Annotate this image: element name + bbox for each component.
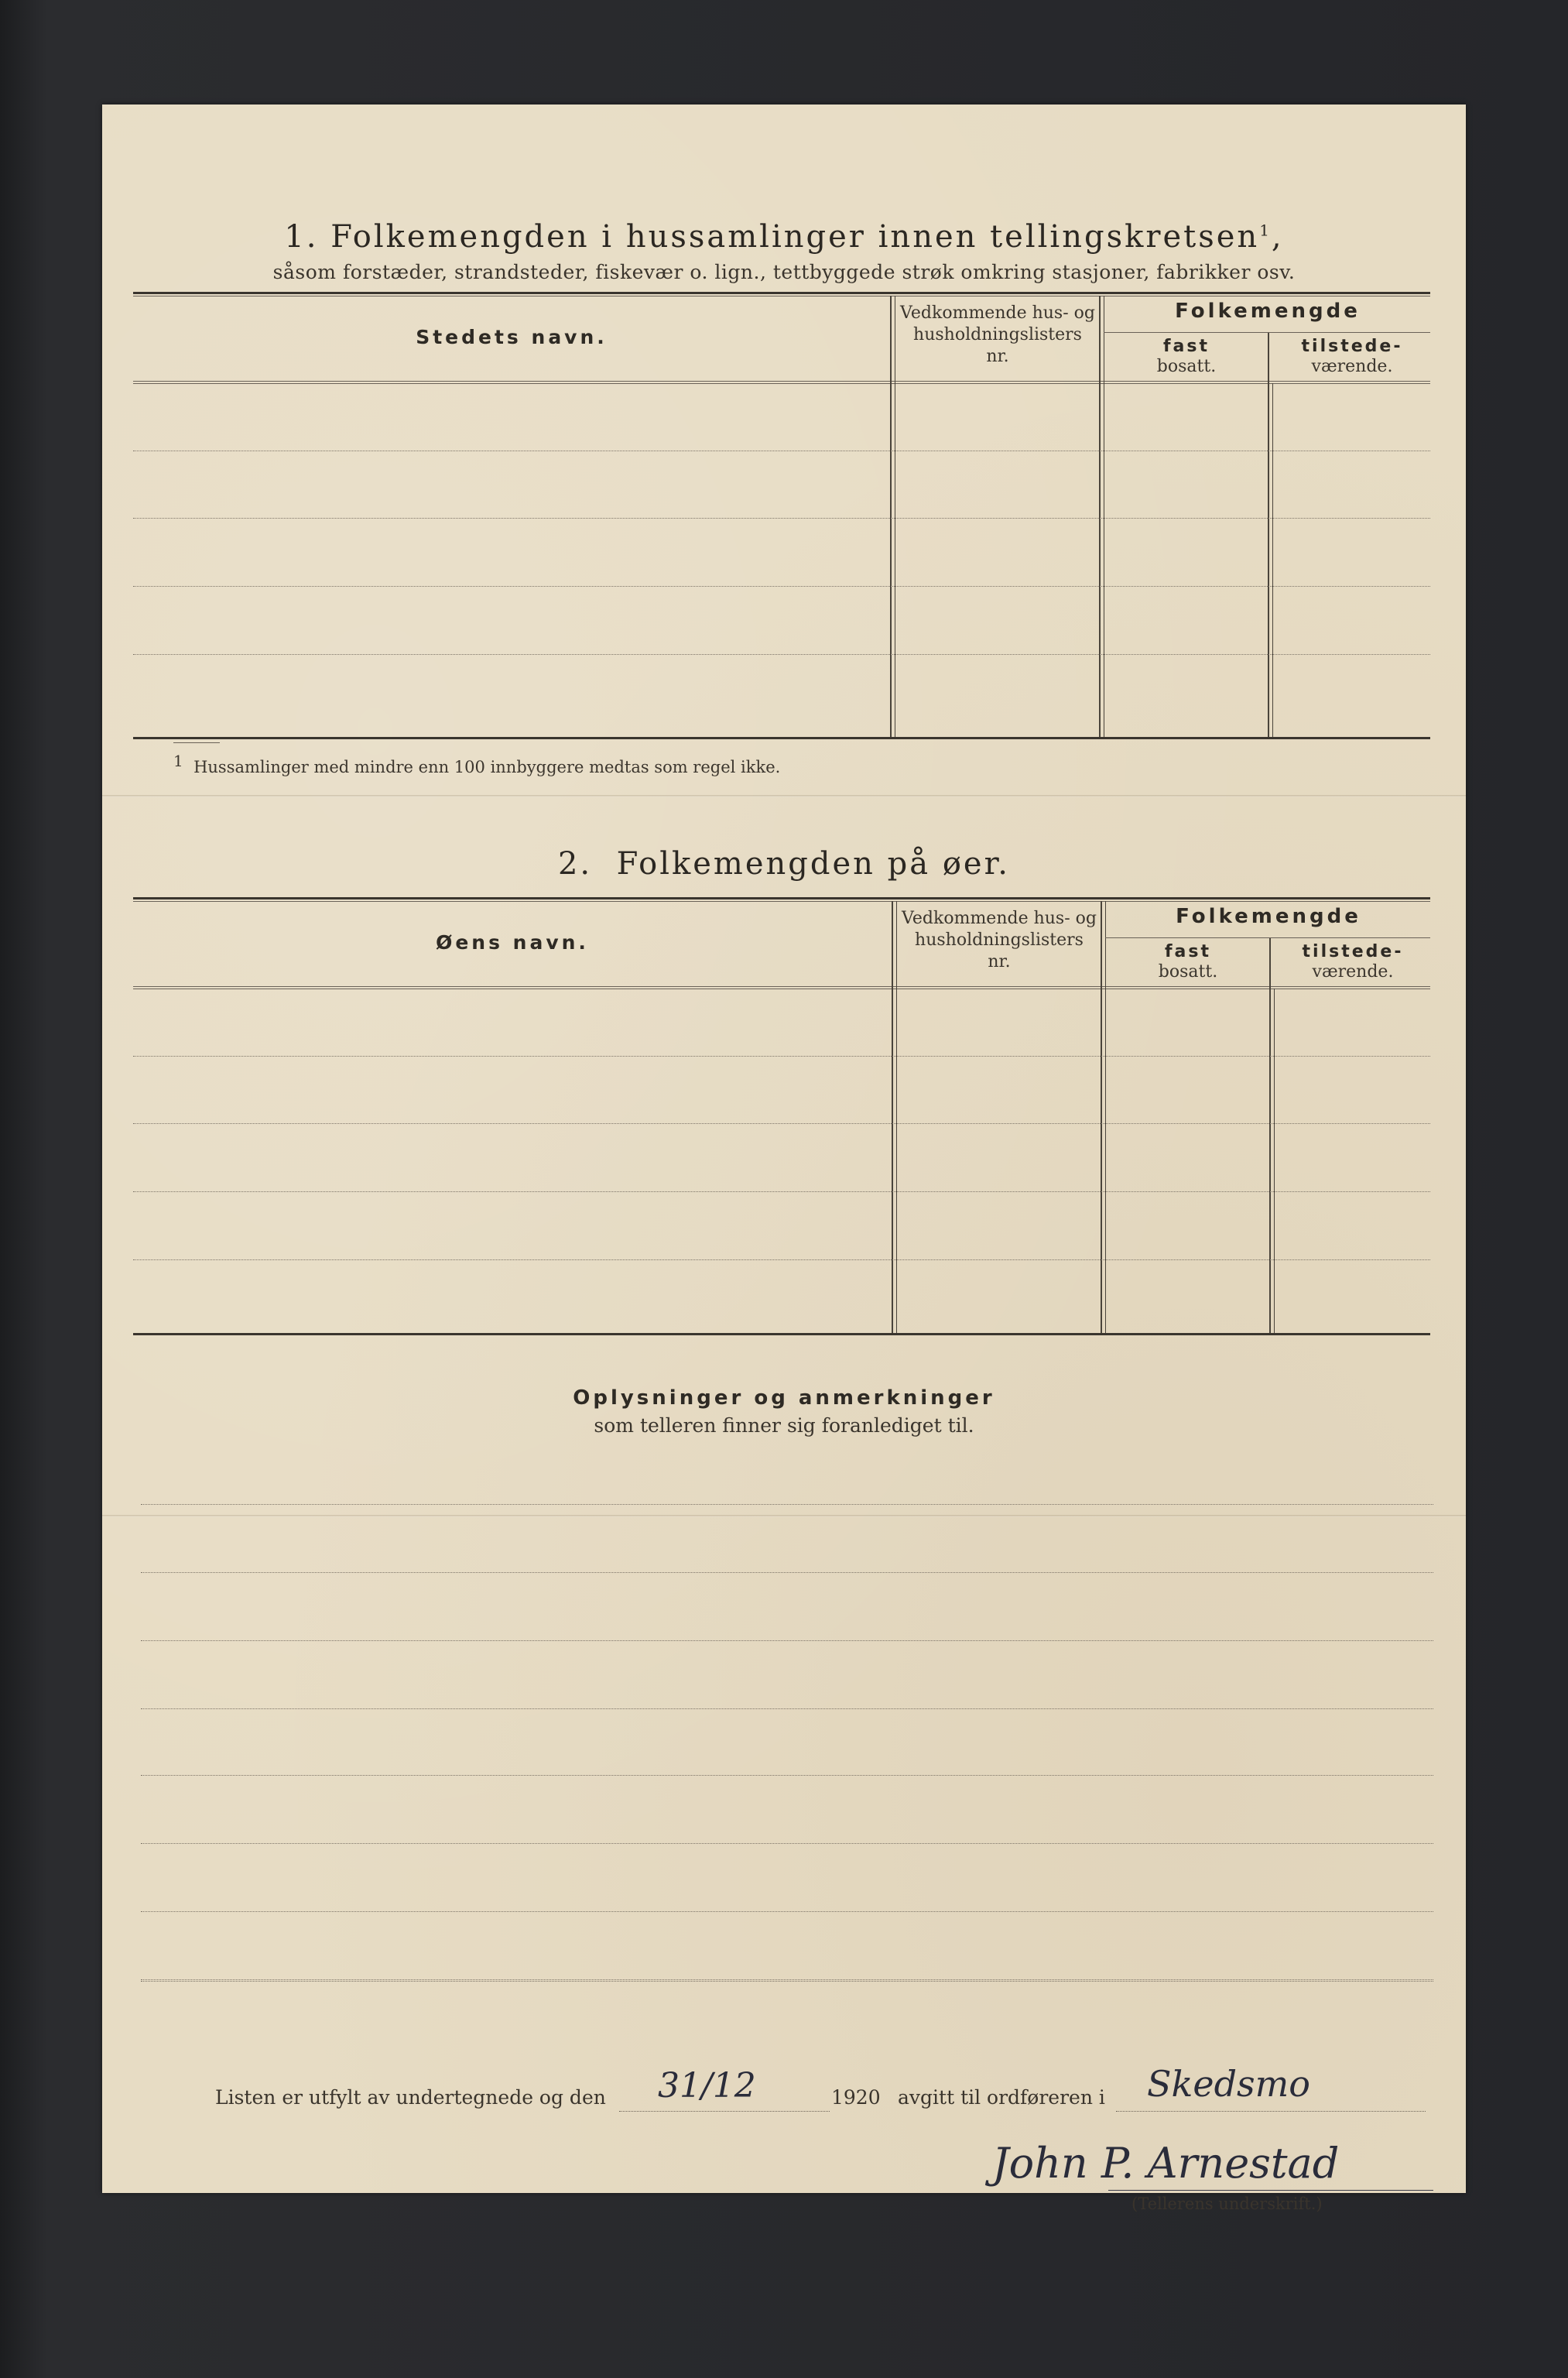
col-header-present: tilstede- værende. xyxy=(1302,942,1404,982)
notes-line xyxy=(141,1775,1433,1776)
col-header-list-number: Vedkommende hus- og husholdningslisters nr. xyxy=(902,909,1097,971)
col-header-population: Folkemengde xyxy=(1176,905,1361,928)
notes-line xyxy=(141,1708,1433,1709)
col-header-present: tilstede- værende. xyxy=(1301,337,1403,376)
col-header-population: Folkemengde xyxy=(1175,300,1361,323)
table-row xyxy=(133,518,1430,519)
notes-line xyxy=(141,1572,1433,1573)
notes-line xyxy=(141,1911,1433,1912)
notes-line xyxy=(141,1640,1433,1641)
table-row xyxy=(133,1123,1430,1124)
notes-title: Oplysninger og anmerkninger xyxy=(573,1386,995,1410)
paper-fold xyxy=(102,1515,1466,1517)
table-row xyxy=(133,1056,1430,1057)
table-row xyxy=(133,1259,1430,1260)
col-header-resident: fast bosatt. xyxy=(1158,942,1218,982)
signature-caption: (Tellerens underskrift.) xyxy=(1131,2195,1323,2213)
footnote-mark: 1 xyxy=(1259,221,1272,240)
handwritten-municipality: Skedsmo xyxy=(1147,2063,1310,2105)
title-punctuation: , xyxy=(1271,219,1284,255)
signature-statement-prefix: Listen er utfylt av undertegnede og den xyxy=(215,2086,606,2109)
table-row xyxy=(133,586,1430,587)
section-2-title: 2. Folkemengden på øer. xyxy=(557,846,1011,882)
footnote: $^1$ Hussamlinger med mindre enn 100 innbyggere medtas som regel ikke. xyxy=(173,752,780,776)
handwritten-signature: John P. Arnestad xyxy=(992,2139,1340,2188)
handwritten-date: 31/12 xyxy=(658,2066,756,2106)
col-header-list-number: Vedkommende hus- og husholdningslisters nr. xyxy=(900,303,1095,366)
col-header-place-name: Stedets navn. xyxy=(416,326,608,348)
col-header-island-name: Øens navn. xyxy=(436,931,589,954)
notes-line xyxy=(141,1843,1433,1844)
section-2-table xyxy=(133,897,1430,1439)
col-header-resident: fast bosatt. xyxy=(1156,337,1217,376)
notes-line xyxy=(141,1504,1433,1505)
notes-line xyxy=(141,1981,1433,1982)
section-1-title-text: Folkemengden i hussamlinger innen tellingskretsen xyxy=(330,219,1260,255)
year: 1920 xyxy=(831,2086,881,2109)
notes-line xyxy=(141,1979,1433,1980)
census-form-page xyxy=(102,105,1466,2213)
signature-statement-middle: avgitt til ordføreren i xyxy=(898,2086,1105,2109)
notes-subtitle: som telleren finner sig foranlediget til. xyxy=(594,1414,974,1437)
table-row xyxy=(133,1191,1430,1192)
section-1-subtitle: såsom forstæder, strandsteder, fiskevær o. lign., tettbyggede strøk omkring stasjoner, fabrikker osv. xyxy=(272,261,1296,283)
table-row xyxy=(133,654,1430,655)
section-1-number: 1. xyxy=(284,219,319,255)
section-1-title xyxy=(102,219,1466,255)
